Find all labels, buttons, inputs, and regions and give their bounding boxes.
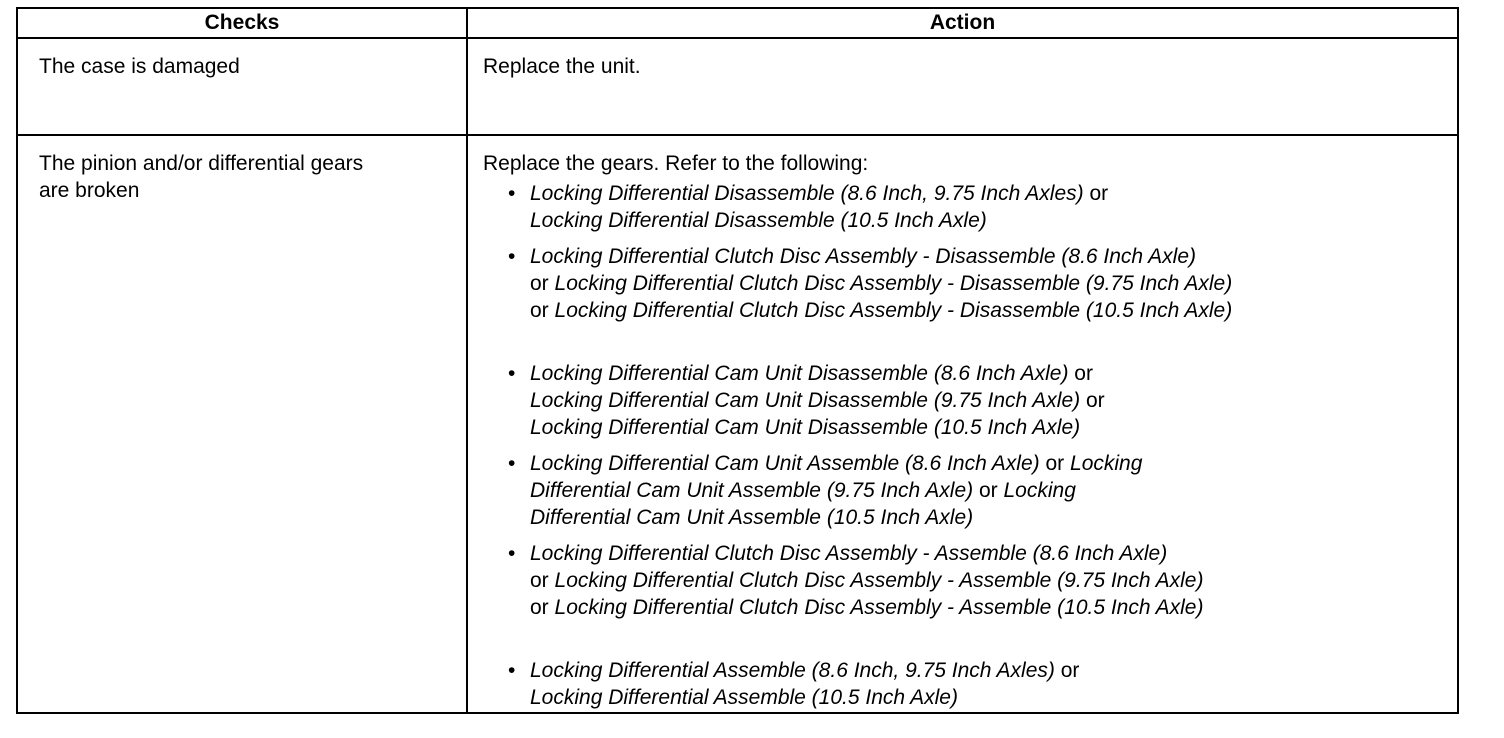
reference-link[interactable]: Locking Differential Disassemble (10.5 Inch Axle) <box>530 209 987 232</box>
list-item <box>483 243 1457 324</box>
reference-link[interactable]: Locking Differential Assemble (10.5 Inch Axle) <box>530 686 958 709</box>
list-item <box>483 450 1457 531</box>
list-item <box>483 180 1457 234</box>
reference-link[interactable]: Locking Differential Cam Unit Disassemble (10.5 Inch Axle) <box>530 416 1081 439</box>
or-text: or <box>1074 362 1093 385</box>
check-cell <box>17 135 467 713</box>
ref-line <box>530 450 1457 477</box>
ref-line <box>530 594 1457 621</box>
reference-link[interactable]: Locking Differential Clutch Disc Assembly - Disassemble (8.6 Inch Axle) <box>530 245 1197 268</box>
ref-line <box>530 387 1457 414</box>
bullet-icon: • <box>508 245 516 268</box>
ref-line <box>530 180 1457 207</box>
bullet-icon: • <box>508 542 516 565</box>
action-header: Action <box>467 8 1458 38</box>
ref-line <box>530 684 1457 711</box>
reference-link[interactable]: Locking <box>1003 479 1076 502</box>
reference-link[interactable]: Locking Differential Clutch Disc Assembly - Disassemble (10.5 Inch Axle) <box>554 299 1233 322</box>
or-text: or <box>978 479 998 502</box>
list-item <box>483 360 1457 441</box>
reference-link[interactable]: Locking Differential Cam Unit Disassemble (8.6 Inch Axle) <box>530 362 1069 385</box>
check-text: The case is damaged <box>39 55 240 78</box>
ref-line <box>530 207 1457 234</box>
action-cell <box>467 135 1458 713</box>
ref-line <box>530 270 1457 297</box>
action-cell <box>467 38 1458 135</box>
action-intro: Replace the gears. Refer to the following: <box>483 152 869 175</box>
reference-link[interactable]: Locking Differential Assemble (8.6 Inch, 9.75 Inch Axles) <box>530 659 1055 682</box>
table-row <box>17 38 1458 135</box>
ref-line <box>530 243 1457 270</box>
check-text-line: The pinion and/or differential gears <box>39 152 364 175</box>
ref-line <box>530 657 1457 684</box>
ref-line <box>530 504 1457 531</box>
ref-line <box>530 360 1457 387</box>
checks-header: Checks <box>17 8 467 38</box>
reference-link[interactable]: Locking Differential Cam Unit Assemble (8.6 Inch Axle) <box>530 452 1040 475</box>
or-text: or <box>530 299 549 322</box>
or-text: or <box>1085 389 1105 412</box>
ref-line <box>530 297 1457 324</box>
check-text-line: are broken <box>39 179 140 202</box>
list-item <box>483 540 1457 621</box>
ref-line <box>530 567 1457 594</box>
reference-list <box>483 180 1457 711</box>
or-text: or <box>1045 452 1065 475</box>
reference-link[interactable]: Locking Differential Cam Unit Disassemble (9.75 Inch Axle) <box>530 389 1081 412</box>
reference-link[interactable]: Locking Differential Clutch Disc Assembly - Assemble (10.5 Inch Axle) <box>554 596 1204 619</box>
action-content <box>468 136 1457 711</box>
reference-link[interactable]: Locking Differential Clutch Disc Assembly - Assemble (9.75 Inch Axle) <box>554 569 1204 592</box>
reference-link[interactable]: Locking Differential Clutch Disc Assembly - Disassemble (9.75 Inch Axle) <box>554 272 1233 295</box>
reference-link[interactable]: Differential Cam Unit Assemble (10.5 Inch Axle) <box>530 506 974 529</box>
bullet-icon: • <box>508 452 516 475</box>
reference-link[interactable]: Locking Differential Clutch Disc Assembly - Assemble (8.6 Inch Axle) <box>530 542 1168 565</box>
checks-action-table <box>16 7 1459 714</box>
bullet-icon: • <box>508 659 516 682</box>
table-row <box>17 135 1458 713</box>
or-text: or <box>530 569 549 592</box>
or-text: or <box>530 596 549 619</box>
ref-line <box>530 477 1457 504</box>
or-text: or <box>530 272 549 295</box>
check-text <box>18 136 466 204</box>
ref-line <box>530 540 1457 567</box>
ref-line <box>530 414 1457 441</box>
reference-link[interactable]: Locking <box>1070 452 1143 475</box>
list-item <box>483 657 1457 711</box>
header-row <box>17 8 1458 38</box>
reference-link[interactable]: Differential Cam Unit Assemble (9.75 Inch Axle) <box>530 479 974 502</box>
reference-link[interactable]: Locking Differential Disassemble (8.6 Inch, 9.75 Inch Axles) <box>530 182 1084 205</box>
bullet-icon: • <box>508 182 516 205</box>
bullet-icon: • <box>508 362 516 385</box>
or-text: or <box>1089 182 1109 205</box>
check-cell <box>17 38 467 135</box>
action-text: Replace the unit. <box>483 55 641 78</box>
or-text: or <box>1060 659 1080 682</box>
